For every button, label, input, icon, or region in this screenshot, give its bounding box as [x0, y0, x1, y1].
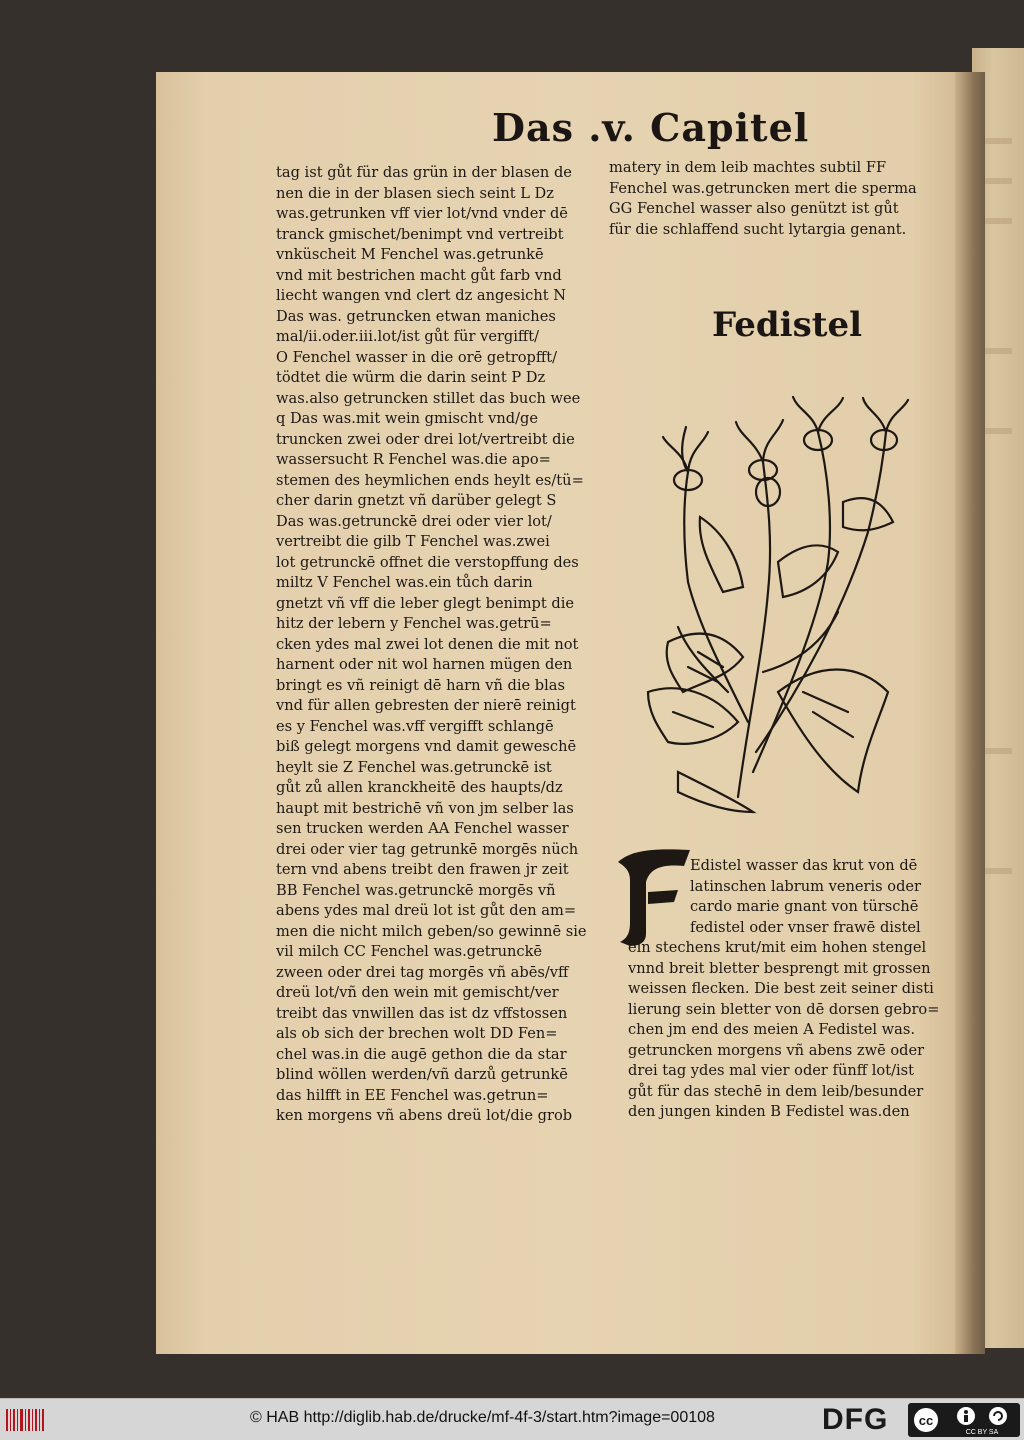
text-line: vertreibt die gilb T Fenchel was.zwei [276, 533, 550, 550]
text-line: zween oder drei tag morgēs vñ abēs/vff [276, 963, 569, 981]
text-line: was.getrunken vff vier lot/vnd vnder dē [276, 205, 568, 222]
text-line: ken morgens vñ abens dreü lot/die grob [276, 1107, 573, 1124]
text-line: GG Fenchel wasser also genützt ist gůt [609, 200, 899, 217]
text-line: lierung sein bletter von dē dorsen gebro= [628, 1000, 940, 1018]
text-line: den jungen kinden B Fedistel was.den [628, 1103, 910, 1120]
text-line: men die nicht milch geben/so gewinnē sie [276, 922, 587, 940]
text-line: für die schlaffend sucht lytargia genant. [609, 220, 907, 238]
page-gutter [955, 72, 985, 1354]
text-line: vnnd breit bletter besprengt mit grossen [628, 959, 931, 977]
text-line: heylt sie Z Fenchel was.getrunckē ist [276, 758, 552, 776]
plant-title: Fedistel [712, 305, 862, 345]
text-line: tödtet die würm die darin seint P Dz [276, 369, 546, 386]
text-line: blind wöllen werden/vñ darzů getrunkē [276, 1066, 568, 1083]
text-line: cher darin gnetzt vñ darüber gelegt S [276, 492, 557, 509]
text-line: vil milch CC Fenchel was.getrunckē [276, 943, 543, 960]
viewer-footer [0, 1398, 1024, 1440]
text-line: truncken zwei oder drei lot/vertreibt die [276, 430, 575, 448]
text-line: wassersucht R Fenchel was.die apo= [276, 451, 551, 468]
text-line: Das was. getruncken etwan maniches [276, 307, 556, 325]
text-line: das hilfft in EE Fenchel was.getrun= [276, 1086, 549, 1104]
text-line: chen jm end des meien A Fedistel was. [628, 1021, 915, 1038]
text-line: nen die in der blasen siech seint L Dz [276, 184, 554, 202]
text-line: gůt zů allen kranckheitē des haupts/dz [276, 779, 563, 796]
text-line: latinschen labrum veneris oder [690, 877, 922, 895]
footer-copyright-link[interactable]: © HAB http://diglib.hab.de/drucke/mf-4f-3/start.htm?image=00108 [250, 1409, 715, 1426]
text-line: miltz V Fenchel was.ein tůch darin [276, 574, 533, 591]
text-line: BB Fenchel was.getrunckē morgēs vñ [276, 881, 556, 899]
text-line: abens ydes mal dreü lot ist gůt den am= [276, 902, 577, 919]
text-line: vnd mit bestrichen macht gůt farb vnd [276, 266, 562, 284]
text-line: bringt es vñ reinigt dē harn vñ die blas [276, 676, 565, 694]
text-line: tranck gmischet/benimpt vnd vertreibt [276, 225, 564, 243]
text-line: biß gelegt morgens vnd damit geweschē [276, 738, 577, 755]
text-line: haupt mit bestrichē vñ von jm selber las [276, 799, 574, 817]
dfg-logo: DFG [822, 1403, 889, 1436]
text-line: harnent oder nit wol harnen mügen den [276, 656, 573, 673]
text-line: sen trucken werden AA Fenchel wasser [276, 820, 569, 837]
text-line: Fenchel was.getruncken mert die sperma [609, 179, 917, 197]
text-line: cardo marie gnant von türschē [690, 898, 919, 915]
text-line: vnküscheit M Fenchel was.getrunkē [276, 246, 544, 263]
creative-commons-icon[interactable] [908, 1403, 1020, 1437]
text-line: weissen flecken. Die best zeit seiner disti [628, 980, 934, 997]
text-line: dreü lot/vñ den wein mit gemischt/ver [276, 984, 559, 1001]
text-line: als ob sich der brechen wolt DD Fen= [276, 1025, 558, 1042]
text-line: drei oder vier tag getrunkē morgēs nüch [276, 840, 579, 858]
text-line: ein stechens krut/mit eim hohen stengel [628, 939, 927, 956]
text-line: fedistel oder vnser frawē distel [690, 918, 921, 936]
cc-license-label: CC BY SA [965, 1429, 999, 1436]
text-line: q Das was.mit wein gmischt vnd/ge [276, 410, 538, 427]
text-line: matery in dem leib machtes subtil FF [609, 159, 887, 176]
text-line: treibt das vnwillen das ist dz vffstossen [276, 1004, 568, 1022]
text-line: Das was.getrunckē drei oder vier lot/ [276, 512, 552, 530]
text-line: lot getrunckē offnet die verstopffung des [276, 553, 579, 571]
text-line: tern vnd abens treibt den frawen jr zeit [276, 861, 569, 878]
text-line: stemen des heymlichen ends heylt es/tü= [276, 471, 584, 489]
text-line: getruncken morgens vñ abens zwē oder [628, 1041, 925, 1059]
text-line: cken ydes mal zwei lot denen die mit not [276, 635, 579, 653]
text-line: was.also getruncken stillet das buch wee [276, 389, 581, 407]
thistle-woodcut-illustration [628, 392, 928, 832]
text-line: vnd für allen gebresten der nierē reinigt [276, 697, 576, 714]
svg-text:cc: cc [918, 1413, 934, 1428]
text-line: tag ist gůt für das grün in der blasen de [276, 164, 572, 181]
hab-barcode-icon [6, 1407, 44, 1433]
left-text-column [276, 163, 606, 1127]
chapter-heading: Das .v. Capitel [492, 105, 810, 150]
text-line: Edistel wasser das krut von dē [690, 857, 918, 874]
right-bottom-text-column [628, 856, 950, 1123]
text-line: mal/ii.oder.iii.lot/ist gůt für vergifft/ [276, 328, 540, 345]
text-line: gůt für das stechē in dem leib/besunder [628, 1082, 924, 1100]
text-line: liecht wangen vnd clert dz angesicht N [276, 287, 566, 304]
text-line: es y Fenchel was.vff vergifft schlangē [276, 717, 554, 735]
text-line: drei tag ydes mal vier oder fünff lot/ist [628, 1062, 915, 1079]
text-line: O Fenchel wasser in die orē getropfft/ [276, 348, 558, 366]
text-line: hitz der lebern y Fenchel was.getrū= [276, 615, 552, 632]
right-top-text-column [609, 158, 939, 240]
text-line: gnetzt vñ vff die leber glegt benimpt die [276, 594, 575, 612]
text-line: chel was.in die augē gethon die da star [276, 1045, 567, 1063]
